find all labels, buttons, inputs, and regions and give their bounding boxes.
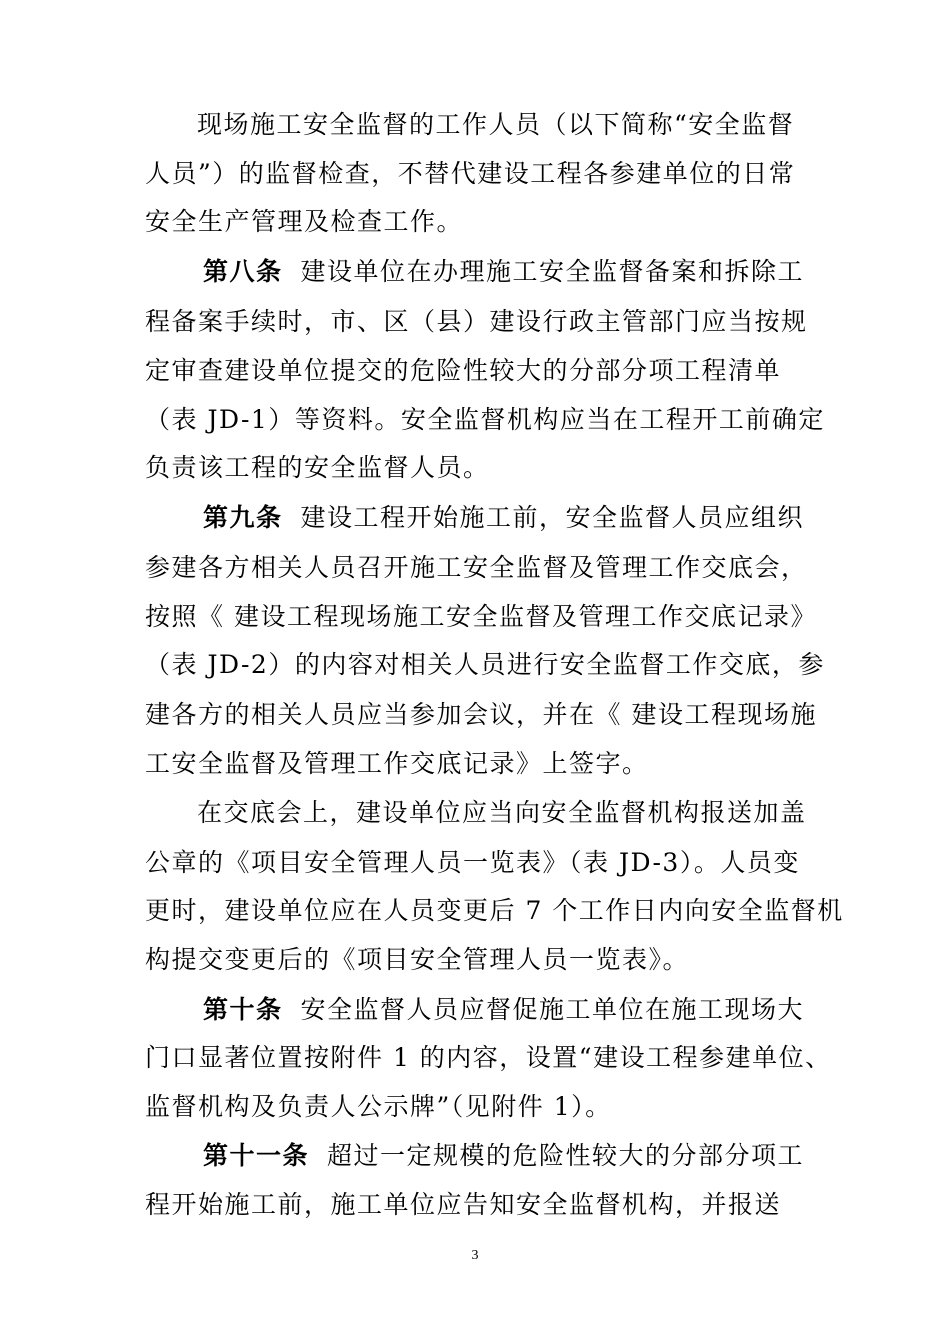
paragraph-line: （表 JD-2）的内容对相关人员进行安全监督工作交底，参 (145, 650, 825, 679)
paragraph-text: 建设工程开始施工前，安全监督人员应组织 (300, 503, 805, 532)
article-heading: 第九条 (203, 503, 283, 532)
page-number: 3 (471, 1248, 479, 1263)
article-heading: 第八条 (203, 257, 283, 286)
article-heading: 第十条 (203, 995, 283, 1024)
paragraph-line: 程开始施工前，施工单位应告知安全监督机构，并报送 (145, 1190, 782, 1219)
paragraph-line: 定审查建设单位提交的危险性较大的分部分项工程清单 (145, 356, 782, 385)
paragraph-text: 安全监督人员应督促施工单位在施工现场大 (300, 995, 805, 1024)
article-heading: 第十一条 (203, 1141, 310, 1170)
paragraph-line: 建各方的相关人员应当参加会议，并在《 建设工程现场施 (145, 700, 817, 729)
paragraph-line: 更时，建设单位应在人员变更后 7 个工作日内向安全监督机 (145, 896, 844, 925)
paragraph-line: 工安全监督及管理工作交底记录》上签字。 (145, 749, 649, 778)
paragraph-line: 在交底会上，建设单位应当向安全监督机构报送加盖 (197, 798, 807, 827)
paragraph-line: 参建各方相关人员召开施工安全监督及管理工作交底会， (145, 553, 808, 582)
paragraph-line: 按照《 建设工程现场施工安全监督及管理工作交底记录》 (145, 602, 817, 631)
paragraph-line: 负责该工程的安全监督人员。 (145, 453, 490, 482)
paragraph-line: 公章的《项目安全管理人员一览表》（表 JD-3）。人员变 (145, 848, 800, 877)
paragraph-line: 构提交变更后的《项目安全管理人员一览表》。 (145, 945, 690, 974)
article-10-first-line (203, 995, 804, 1025)
paragraph-line: （表 JD-1）等资料。安全监督机构应当在工程开工前确定 (145, 405, 825, 434)
paragraph-line: 人员”）的监督检查，不替代建设工程各参建单位的日常 (145, 159, 796, 188)
paragraph-line: 安全生产管理及检查工作。 (145, 207, 464, 236)
article-9-first-line (203, 503, 804, 533)
article-11-first-line (203, 1141, 804, 1171)
paragraph-line: 门口显著位置按附件 1 的内容，设置“建设工程参建单位、 (145, 1043, 832, 1072)
paragraph-text: 超过一定规模的危险性较大的分部分项工 (327, 1141, 805, 1170)
article-8-first-line (203, 257, 804, 287)
paragraph-line: 现场施工安全监督的工作人员（以下简称“安全监督 (197, 110, 795, 139)
paragraph-line: 监督机构及负责人公示牌”（见附件 1）。 (145, 1092, 612, 1121)
paragraph-line: 程备案手续时，市、区（县）建设行政主管部门应当按规 (145, 307, 808, 336)
paragraph-text: 建设单位在办理施工安全监督备案和拆除工 (300, 257, 805, 286)
